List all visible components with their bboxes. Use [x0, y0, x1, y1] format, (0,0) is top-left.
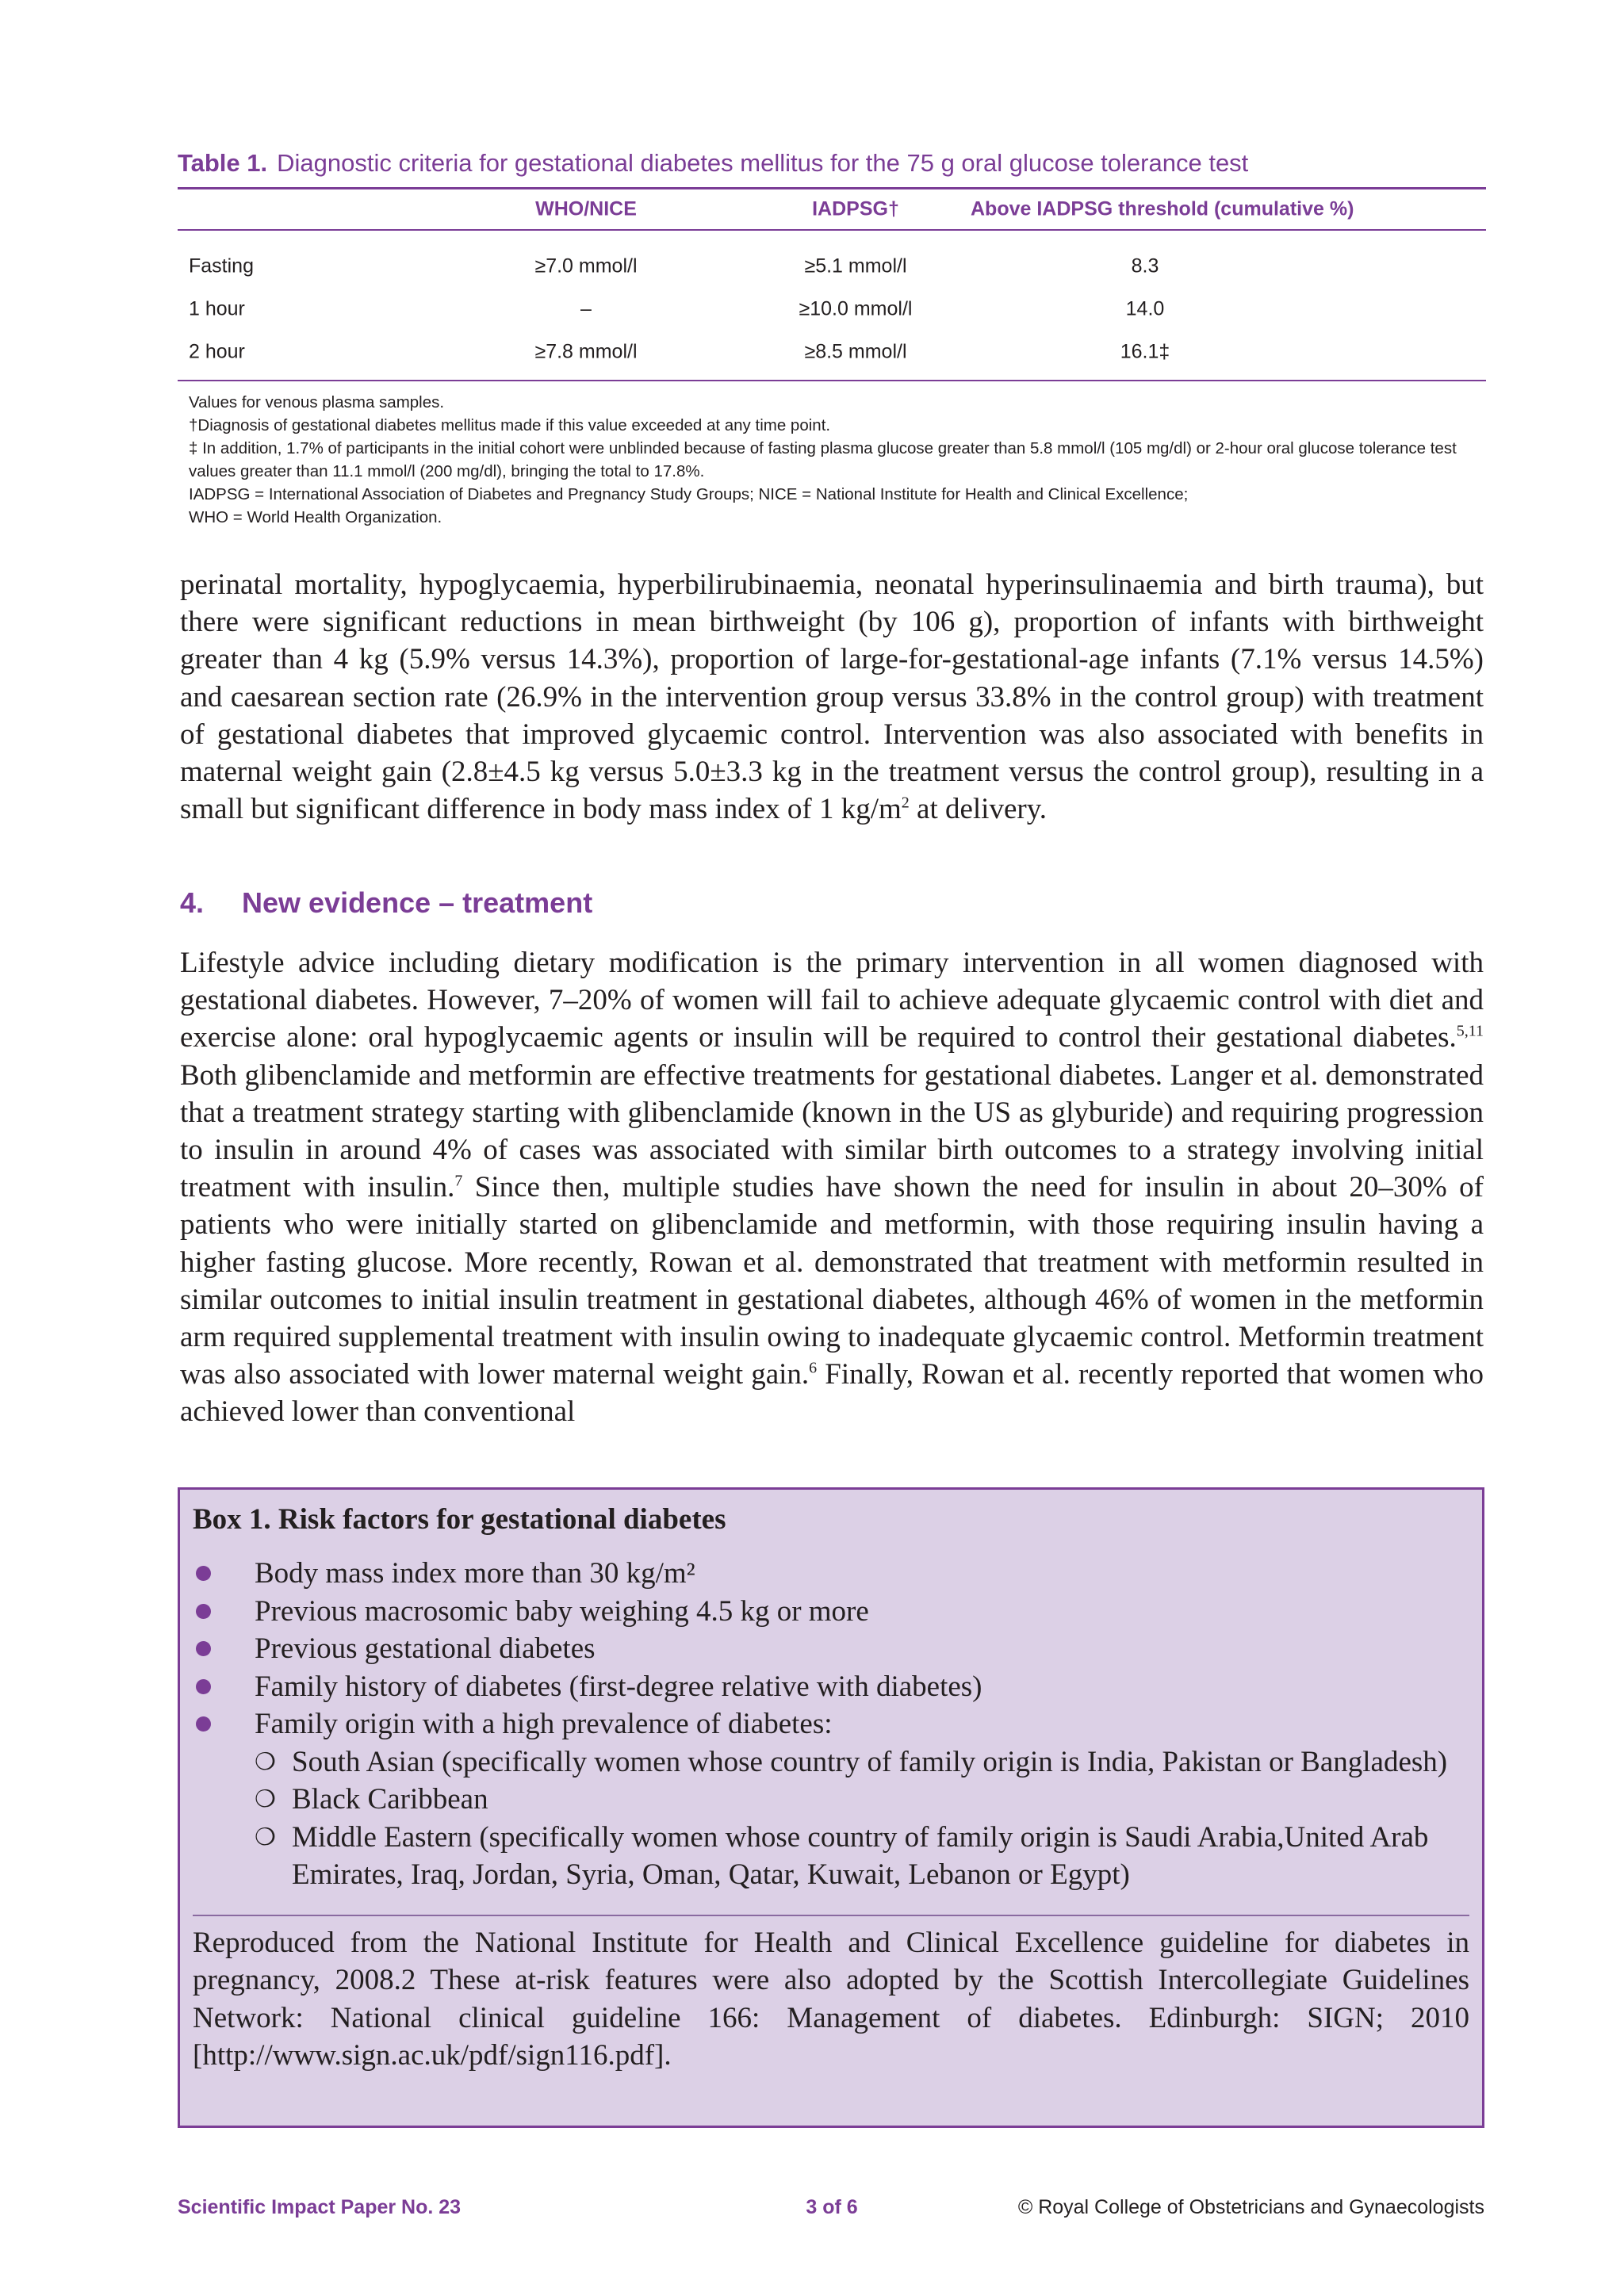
superscript: 2: [901, 794, 910, 812]
section-heading: [180, 886, 592, 920]
list-item: Previous macrosomic baby weighing 4.5 kg or more: [193, 1593, 1469, 1631]
citation: 5,11: [1456, 1023, 1484, 1041]
footer-publication: Scientific Impact Paper No. 23: [178, 2196, 462, 2218]
bullet-icon: [196, 1716, 211, 1732]
table-cell: 14.0: [1125, 297, 1165, 320]
body-paragraph: [180, 566, 1484, 828]
table-header-row: [178, 189, 1486, 231]
table-note: IADPSG = International Association of Diabetes and Pregnancy Study Groups; NICE = National Institute for Health and Clinical Excellence;: [189, 485, 1189, 503]
table-row: [178, 288, 1486, 331]
table-header-above-threshold: Above IADPSG threshold (cumulative %): [971, 197, 1354, 220]
table-1: [178, 149, 1486, 529]
citation: 6: [809, 1359, 818, 1377]
sub-list: [255, 1743, 1469, 1894]
list-item: Previous gestational diabetes: [193, 1630, 1469, 1668]
list-item: Body mass index more than 30 kg/m²: [193, 1555, 1469, 1593]
risk-factor-list: [193, 1555, 1469, 1894]
table-cell: 16.1‡: [1120, 340, 1170, 363]
paragraph-text: Since then, multiple studies have shown the need for insulin in about 20–30% of patients who were initially started on glibenclamide and metformin, with those requiring insulin having a higher fasting glucose. More recently, Rowan et al. demonstrated that treatment with metformin resulted in similar outcomes to initial insulin treatment in gestational diabetes, although 46% of women in the metformin arm required supplemental treatment with insulin owing to inadequate glycaemic control. Metformin treatment was also associated with lower maternal weight gain.: [180, 1171, 1484, 1391]
sub-list-item: ❍ Black Caribbean: [255, 1781, 1469, 1819]
paragraph-text: Finally, Rowan et al. recently reported that women who achieved lower than conventional: [180, 1358, 1484, 1429]
section-number: 4.: [180, 886, 205, 919]
paragraph-text: at delivery.: [909, 793, 1048, 826]
table-number: Table 1.: [178, 149, 268, 177]
risk-factors-box: [178, 1487, 1484, 2128]
box-source-note: Reproduced from the National Institute for Health and Clinical Excellence guideline for diabetes in pregnancy, 2008.2 These at-risk features were also adopted by the Scottish Intercollegiate Guidelines Network: National clinical guideline 166: Management of diabetes. Edinburgh: SIGN; 2010 [http://www.sign.ac.uk/pdf/sign116.pdf].: [193, 1926, 1469, 2072]
paragraph-text: perinatal mortality, hypoglycaemia, hyperbilirubinaemia, neonatal hyperinsulinaemia and birth trauma), but there were significant reductions in mean birthweight (by 106 g), proportion of infants with birthweight greater than 4 kg (5.9% versus 14.3%), proportion of large-for-gestational-age infants (7.1% versus 14.5%) and caesarean section rate (26.9% in the intervention group versus 33.8% in the control group) with treatment of gestational diabetes that improved glycaemic control. Intervention was also associated with benefits in maternal weight gain (2.8±4.5 kg versus 5.0±3.3 kg in the treatment versus the control group), resulting in a small but significant difference in body mass index of 1 kg/m: [180, 568, 1484, 826]
table-note: ‡ In addition, 1.7% of participants in the initial cohort were unblinded because of fasting plasma glucose greater than 5.8 mmol/l (105 mg/dl) or 2-hour oral glucose tolerance test values greater than 11.1 mmol/l (200 mg/dl), bringing the total to 17.8%.: [189, 439, 1457, 480]
table-cell: 2 hour: [189, 340, 245, 363]
bullet-icon: [196, 1566, 211, 1581]
table-note: WHO = World Health Organization.: [189, 508, 442, 526]
table-row: [178, 331, 1486, 373]
sub-list-item: ❍ Middle Eastern (specifically women whose country of family origin is Saudi Arabia,United Arab Emirates, Iraq, Jordan, Syria, Oman, Qatar, Kuwait, Lebanon or Egypt): [255, 1819, 1469, 1894]
table-cell: ≥10.0 mmol/l: [799, 297, 913, 320]
open-circle-bullet-icon: ❍: [255, 1823, 276, 1850]
sub-list-item: ❍ South Asian (specifically women whose country of family origin is India, Pakistan or Bangladesh): [255, 1743, 1469, 1781]
paragraph-text: Lifestyle advice including dietary modification is the primary intervention in all women diagnosed with gestational diabetes. However, 7–20% of women will fail to achieve adequate glycaemic control with diet and exercise alone: oral hypoglycaemic agents or insulin will be required to control their gestational diabetes.: [180, 947, 1484, 1054]
footer-copyright: © Royal College of Obstetricians and Gynaecologists: [1017, 2196, 1484, 2218]
table-note: †Diagnosis of gestational diabetes mellitus made if this value exceeded at any time point.: [189, 416, 831, 434]
body-paragraph: [180, 944, 1484, 1431]
section-title: New evidence – treatment: [242, 886, 593, 919]
table-caption: [178, 149, 1486, 178]
table-cell: ≥7.8 mmol/l: [534, 340, 638, 363]
table-cell: Fasting: [189, 254, 254, 277]
paragraph-text: Both glibenclamide and metformin are effective treatments for gestational diabetes. Langer et al. demonstrated that a treatment strategy starting with glibenclamide (known in the US as glyburide) and requiring progression to insulin in around 4% of cases was associated with similar birth outcomes to a strategy involving initial treatment with insulin.: [180, 1058, 1484, 1204]
table-header-who-nice: WHO/NICE: [535, 197, 637, 220]
table-header-iadpsg: IADPSG†: [812, 197, 899, 220]
table-notes: [178, 381, 1486, 529]
table-title: Diagnostic criteria for gestational diabetes mellitus for the 75 g oral glucose tolerance test: [277, 149, 1249, 177]
list-item: Family history of diabetes (first-degree relative with diabetes): [193, 1668, 1469, 1706]
citation: 7: [454, 1172, 463, 1190]
table-cell: ≥8.5 mmol/l: [804, 340, 907, 363]
open-circle-bullet-icon: ❍: [255, 1748, 276, 1775]
table-cell: –: [580, 297, 592, 320]
bullet-icon: [196, 1679, 211, 1694]
box-title: Box 1. Risk factors for gestational diabetes: [193, 1503, 726, 1536]
table-cell: 1 hour: [189, 297, 245, 320]
table-cell: ≥7.0 mmol/l: [534, 254, 638, 277]
box-divider: [193, 1915, 1469, 1916]
list-item: Family origin with a high prevalence of diabetes: ❍ South Asian (specifically women whose country of family origin is India, Pakistan or Bangladesh) ❍ Black Caribbean ❍ Middle Eastern (specifically women whose country of family origin is Saudi Arabia,United Arab Emirates, Iraq, Jordan, Syria, Oman, Qatar, Kuwait, Lebanon or Egypt): [193, 1705, 1469, 1894]
page-number: 3 of 6: [806, 2196, 858, 2218]
table-cell: 8.3: [1131, 254, 1159, 277]
table-note: Values for venous plasma samples.: [189, 393, 445, 411]
page-footer: [178, 2196, 1484, 2223]
bullet-icon: [196, 1641, 211, 1656]
bullet-icon: [196, 1604, 211, 1619]
open-circle-bullet-icon: ❍: [255, 1786, 276, 1812]
table-row: [178, 245, 1486, 288]
table-cell: ≥5.1 mmol/l: [804, 254, 907, 277]
